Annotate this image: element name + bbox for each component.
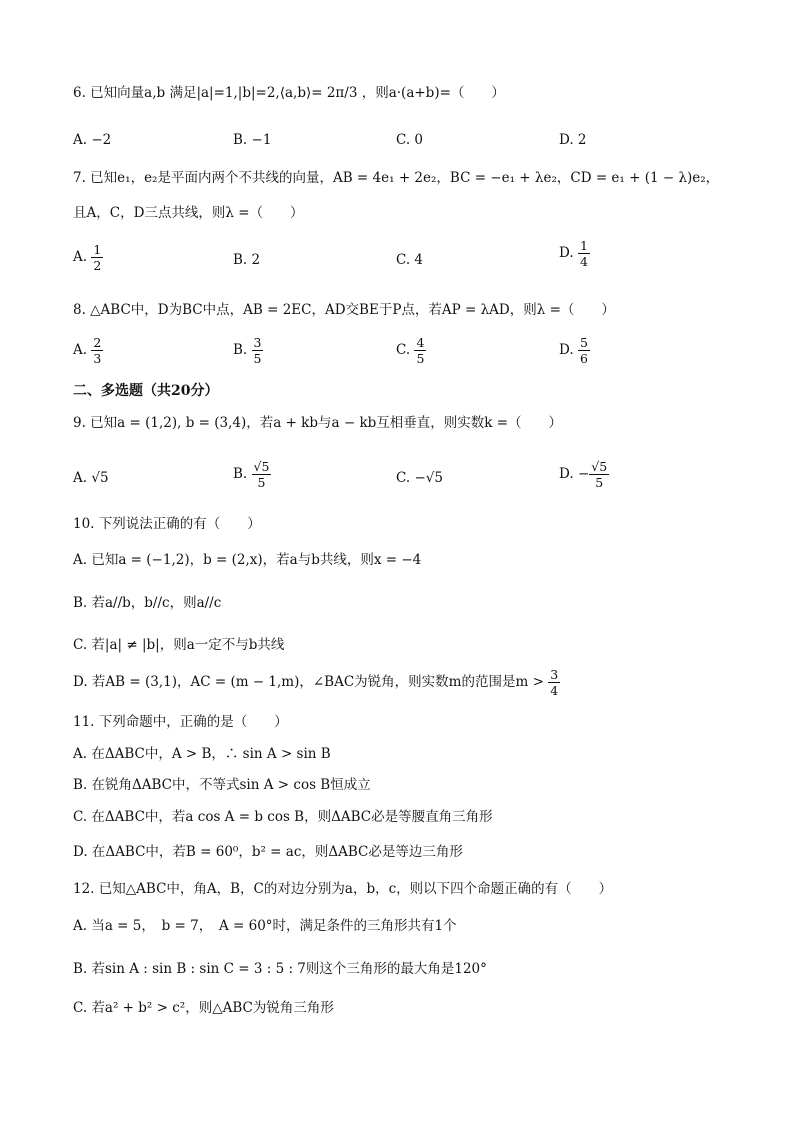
q6-option-b: B. −1 — [233, 132, 272, 148]
q9-option-a-value: √5 — [91, 470, 109, 486]
q9-b-numerator: √5 — [253, 459, 270, 474]
q8-option-d-label: D. — [559, 342, 574, 358]
q10-option-d-text: D. 若AB = (3,1)，AC = (m − 1,m)，∠BAC为锐角，则实数m的范围是m > — [73, 674, 544, 690]
q9-option-b-fraction — [252, 459, 272, 490]
question-9-stem: 9. 已知a = (1,2), b = (3,4)，若a + kb与a − kb互相垂直，则实数k =（ ） — [73, 415, 563, 431]
q10-option-a: A. 已知a = (−1,2)，b = (2,x)，若a与b共线，则x = −4 — [73, 552, 422, 568]
q7-d-numerator: 1 — [579, 238, 588, 253]
q9-d-denominator: 5 — [595, 475, 604, 490]
q8-option-a — [73, 335, 103, 366]
q7-option-c: C. 4 — [396, 252, 424, 268]
q12-option-a: A. 当a = 5， b = 7， A = 60°时，满足条件的三角形共有1个 — [73, 918, 457, 934]
q6-option-a: A. −2 — [73, 132, 112, 148]
q8-d-numerator: 5 — [579, 335, 588, 350]
q7-a-numerator: 1 — [93, 242, 102, 257]
question-6-stem: 6. 已知向量a,b 满足|a|=1,|b|=2,⟨a,b⟩= 2π/3 ，则a·(a+b)=（ ） — [73, 85, 505, 101]
q9-option-d — [559, 459, 609, 490]
q9-option-d-label: D. — [559, 466, 574, 482]
q9-option-a-label: A. — [73, 470, 88, 486]
question-10-stem: 10. 下列说法正确的有（ ） — [73, 516, 261, 532]
q9-option-b — [233, 459, 271, 490]
q7-a-denominator: 2 — [93, 258, 102, 273]
q8-option-b-label: B. — [233, 342, 248, 358]
q8-d-denominator: 6 — [579, 351, 588, 366]
q9-option-c-value: −√5 — [414, 470, 443, 486]
question-7-stem-line2: 且A，C，D三点共线，则λ =（ ） — [73, 205, 304, 221]
q11-option-c: C. 在ΔABC中，若a cos A = b cos B，则ΔABC必是等腰直角三角形 — [73, 809, 493, 825]
q8-option-b-fraction — [252, 335, 264, 366]
q10-d-numerator: 3 — [550, 667, 559, 682]
q11-option-b: B. 在锐角ΔABC中，不等式sin A > cos B恒成立 — [73, 777, 371, 793]
q11-option-a: A. 在ΔABC中，A > B，∴ sin A > sin B — [73, 746, 331, 762]
q9-b-denominator: 5 — [257, 475, 266, 490]
q11-option-d: D. 在ΔABC中，若B = 60⁰，b² = ac，则ΔABC必是等边三角形 — [73, 844, 463, 860]
q9-option-a — [73, 469, 109, 487]
q7-option-a — [73, 242, 103, 273]
q7-option-d-fraction — [578, 238, 590, 269]
q8-option-c — [396, 335, 426, 366]
q12-option-c: C. 若a² + b² > c²，则△ABC为锐角三角形 — [73, 1000, 334, 1016]
q8-option-c-label: C. — [396, 342, 411, 358]
q7-option-d-label: D. — [559, 245, 574, 261]
q9-d-minus-sign: − — [577, 466, 590, 482]
q7-option-d — [559, 238, 590, 269]
q8-b-numerator: 3 — [253, 335, 262, 350]
q10-option-b: B. 若a//b，b//c，则a//c — [73, 595, 222, 611]
q10-option-d — [73, 667, 560, 698]
q8-option-a-fraction — [91, 335, 103, 366]
q6-option-c: C. 0 — [396, 132, 424, 148]
q6-option-d: D. 2 — [559, 132, 587, 148]
q8-c-denominator: 5 — [416, 351, 425, 366]
q8-option-a-label: A. — [73, 342, 88, 358]
question-8-stem: 8. △ABC中，D为BC中点，AB = 2EC，AD交BE于P点，若AP = λAD，则λ =（ ） — [73, 302, 615, 318]
q8-option-c-fraction — [414, 335, 426, 366]
q10-option-c: C. 若|a| ≠ |b|，则a一定不与b共线 — [73, 637, 285, 653]
q12-option-b: B. 若sin A : sin B : sin C = 3 : 5 : 7则这个三角形的最大角是120° — [73, 961, 487, 977]
q8-a-denominator: 3 — [93, 351, 102, 366]
section-title: 二、多选题（共20分） — [73, 383, 219, 399]
q9-d-numerator: √5 — [591, 459, 608, 474]
q8-c-numerator: 4 — [416, 335, 425, 350]
q8-b-denominator: 5 — [253, 351, 262, 366]
q8-option-d-fraction — [578, 335, 590, 366]
q7-option-a-fraction — [91, 242, 103, 273]
q9-option-c — [396, 469, 443, 487]
q8-option-b — [233, 335, 263, 366]
question-11-stem: 11. 下列命题中，正确的是（ ） — [73, 714, 288, 730]
question-12-stem: 12. 已知△ABC中，角A，B，C的对边分别为a，b，c，则以下四个命题正确的有（ ） — [73, 881, 613, 897]
q8-option-d — [559, 335, 590, 366]
q9-option-d-fraction — [589, 459, 609, 490]
q10-d-denominator: 4 — [550, 683, 559, 698]
q9-option-c-label: C. — [396, 470, 411, 486]
q7-d-denominator: 4 — [579, 254, 588, 269]
q7-option-b: B. 2 — [233, 252, 261, 268]
q7-option-a-label: A. — [73, 249, 88, 265]
question-7-stem-line1: 7. 已知e₁，e₂是平面内两个不共线的向量，AB = 4e₁ + 2e₂，BC = −e₁ + λe₂，CD = e₁ + (1 − λ)e₂， — [73, 170, 720, 186]
q8-a-numerator: 2 — [93, 335, 102, 350]
q10-option-d-fraction — [548, 667, 560, 698]
q9-option-b-label: B. — [233, 466, 248, 482]
